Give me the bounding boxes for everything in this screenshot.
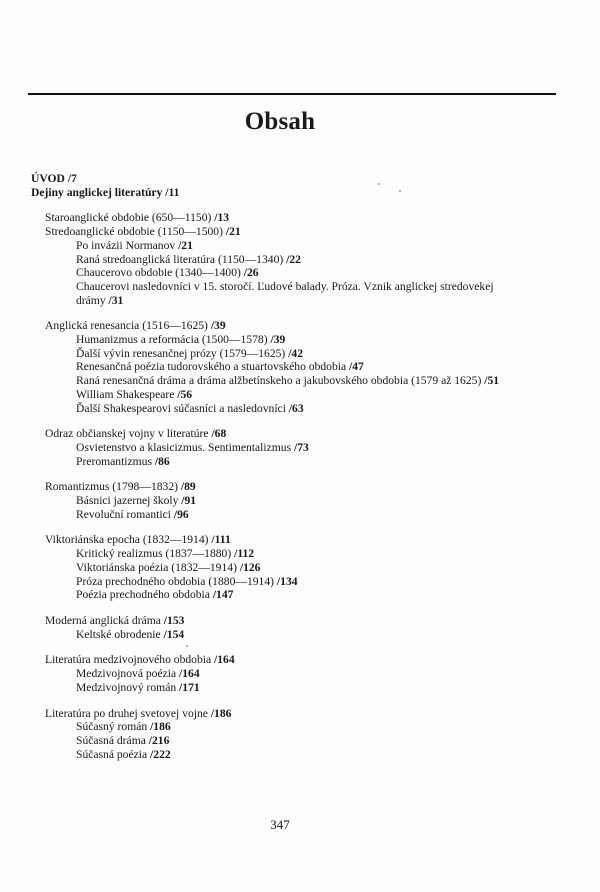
toc-subentry: Chaucerovo obdobie (1340—1400) /26 (76, 266, 259, 280)
page-title: Obsah (244, 108, 316, 135)
page-number: 347 (270, 817, 290, 832)
toc-subentry: Kritický realizmus (1837—1880) /112 (76, 547, 255, 561)
toc-entry: Odraz občianskej vojny v literatúre /68 (45, 427, 227, 441)
toc-subentry: Medzivojnová poézia /164 (76, 667, 200, 681)
toc-entry: Stredoanglické obdobie (1150—1500) /21 (45, 225, 241, 239)
toc-subentry: Keltské obrodenie /154 (76, 627, 185, 641)
toc-entry: Viktoriánska epocha (1832—1914) /111 (45, 533, 231, 547)
toc-entry: Literatúra po druhej svetovej vojne /186 (45, 706, 232, 720)
toc-entry: Anglická renesancia (1516—1625) /39 (45, 319, 226, 333)
toc-entry-history: Dejiny anglickej literatúry /11 (31, 185, 180, 199)
toc-subentry: Osvietenstvo a klasicizmus. Sentimentalizmus /73 (76, 440, 309, 454)
top-rule (28, 93, 556, 95)
toc-entry: Romantizmus (1798—1832) /89 (45, 480, 196, 494)
toc-subentry: Ďalší Shakespearovi súčasníci a nasledovníci /63 (76, 401, 304, 415)
toc-subentry: Básnici jazernej školy /91 (76, 494, 197, 508)
toc-subentry: Súčasný román /186 (76, 720, 171, 734)
toc-entry-intro: ÚVOD /7 (31, 172, 77, 185)
toc-subentry: Raná stredoanglická literatúra (1150—1340) /22 (76, 252, 301, 266)
toc-subentry: Súčasná dráma /216 (76, 733, 170, 747)
toc-subentry: Preromantizmus /86 (76, 454, 170, 468)
toc-entry: Literatúra medzivojnového obdobia /164 (45, 653, 235, 667)
toc-subentry: Medzivojnový román /171 (76, 680, 200, 694)
toc-subentry: Renesančná poézia tudorovského a stuartovského obdobia /47 (76, 360, 364, 374)
toc-subentry: Chaucerovi nasledovníci v 15. storočí. Ľudové balady. Próza. Vznik anglickej stredovekej drámy /31 (76, 279, 494, 307)
toc-subentry: Súčasná poézia /222 (76, 747, 171, 761)
scan-speck (399, 190, 401, 192)
toc-entry: Staroanglické obdobie (650—1150) /13 (45, 211, 230, 225)
scan-speck (186, 645, 188, 647)
table-of-contents (31, 172, 571, 761)
toc-subentry: Viktoriánska poézia (1832—1914) /126 (76, 560, 261, 574)
toc-subentry: Humanizmus a reformácia (1500—1578) /39 (76, 333, 286, 347)
toc-subentry: Revoluční romantici /96 (76, 507, 189, 521)
toc-subentry: Po invázii Normanov /21 (76, 238, 193, 252)
scan-speck (378, 183, 380, 185)
toc-subentry: William Shakespeare /56 (76, 387, 193, 401)
toc-subentry: Próza prechodného obdobia (1880—1914) /134 (76, 574, 298, 588)
toc-subentry: Raná renesančná dráma a dráma alžbetínskeho a jakubovského obdobia (1579 až 1625) /51 (76, 374, 500, 388)
toc-entry: Moderná anglická dráma /153 (45, 613, 185, 627)
toc-subentry: Poézia prechodného obdobia /147 (76, 588, 234, 602)
toc-subentry: Ďalší vývin renesančnej prózy (1579—1625) /42 (76, 346, 304, 360)
